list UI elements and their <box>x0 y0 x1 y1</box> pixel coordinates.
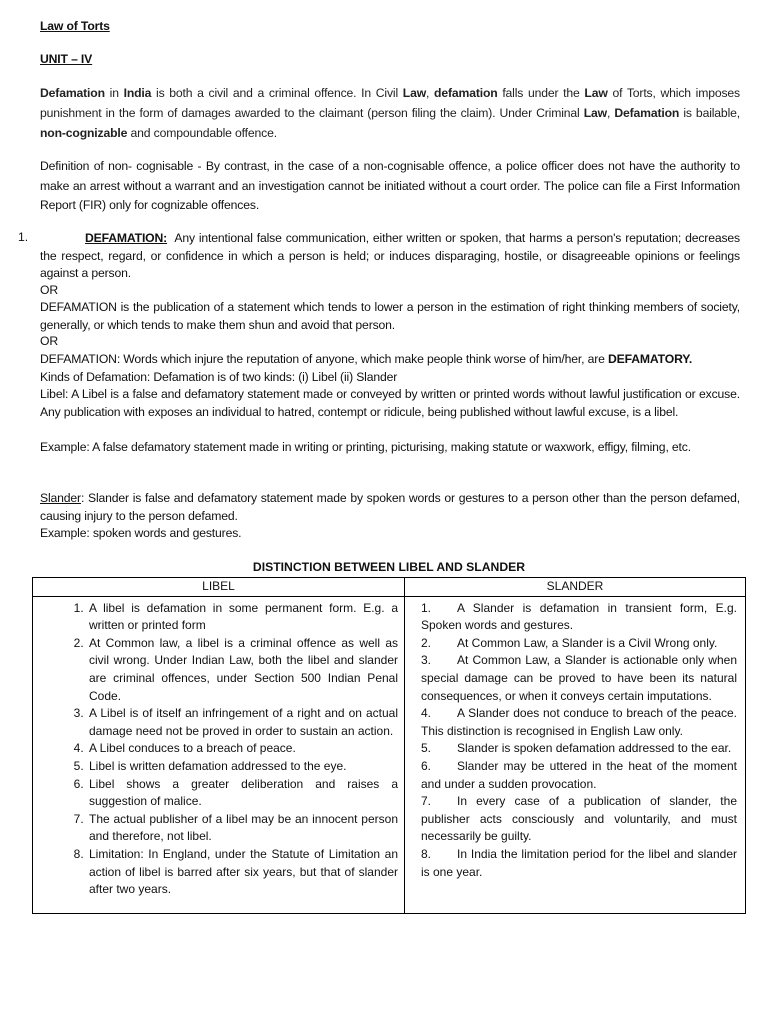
keyword: Defamation <box>614 106 680 120</box>
libel-point: 7. The actual publisher of a libel may be an innocent person and therefore, not libel. <box>87 811 398 846</box>
keyword: Law <box>583 106 607 120</box>
intro-text: falls under the <box>497 86 585 100</box>
intro-text: , <box>426 86 435 100</box>
libel-point: 4. A Libel conduces to a breach of peace. <box>87 740 398 758</box>
slander-point <box>421 705 737 740</box>
slander-point-number: 4. <box>421 706 432 721</box>
keyword: Defamation <box>40 86 105 100</box>
slander-point-number: 3. <box>421 653 432 668</box>
slander-point-text: A Slander does not conduce to breach of the peace. This distinction is recognised in English Law only. <box>421 706 737 738</box>
libel-point: 2. At Common law, a libel is a criminal offence as well as civil wrong. Under Indian Law, both the libel and slander are criminal offences, under Section 500 Indian Penal Code. <box>87 635 398 705</box>
slander-point-number: 7. <box>421 794 432 809</box>
document-title: Law of Torts <box>40 19 110 33</box>
intro-text: is bailable, <box>679 106 740 120</box>
keyword: defamation <box>434 86 498 100</box>
slander-point-text: At Common Law, a Slander is a Civil Wrong only. <box>457 635 718 650</box>
intro-text: of Torts, which imposes punishment in the form of damages awarded to the claimant (person filing the claim). Under Criminal <box>40 86 740 120</box>
libel-point: 6. Libel shows a greater deliberation and raises a suggestion of malice. <box>87 776 398 811</box>
slander-definition <box>40 490 740 525</box>
slander-point-number: 1. <box>421 600 432 615</box>
slander-term: Slander <box>40 491 81 505</box>
slander-example: Example: spoken words and gestures. <box>40 526 242 540</box>
definition-text-3: DEFAMATION: Words which injure the reputation of anyone, which make people think worse of him/her, are <box>40 352 609 366</box>
slander-point <box>421 846 737 881</box>
non-cognisable-definition: Definition of non- cognisable - By contrast, in the case of a non-cognisable offence, a police officer does not have the authority to make an arrest without a warrant and an investigation cannot be initiated without a court order. The police can file a First Information Report (FIR) only for cognizable offences. <box>40 159 740 212</box>
slander-text: : Slander is false and defamatory statement made by spoken words or gestures to a person other than the person defamed, causing injury to the person defamed. <box>40 491 740 523</box>
slander-point <box>421 793 737 846</box>
libel-point: 1. A libel is defamation in some permanent form. E.g. a written or printed form <box>87 600 398 635</box>
slander-point-number: 2. <box>421 635 432 650</box>
keyword: Law <box>584 86 608 100</box>
intro-paragraph <box>40 83 740 143</box>
distinction-table <box>32 577 746 914</box>
intro-text: and compoundable offence. <box>127 126 277 140</box>
slander-point-number: 8. <box>421 846 432 861</box>
keyword: India <box>123 86 152 100</box>
defamation-definition-1 <box>40 230 740 283</box>
column-header-libel: LIBEL <box>33 578 405 597</box>
slander-cell <box>405 596 746 913</box>
unit-heading: UNIT – IV <box>40 52 93 66</box>
intro-text: in <box>104 86 124 100</box>
definition-text-1: Any intentional false communication, either written or spoken, that harms a person's reputation; decreases the respect, regard, or confidence in which a person is held; or induces disparaging, hostile, or disagreeable opinions or feelings against a person. <box>40 231 740 280</box>
libel-point: 5. Libel is written defamation addressed to the eye. <box>87 758 398 776</box>
slander-point-text: At Common Law, a Slander is actionable only when special damage can be proved to have been its natural consequences, or when it conveys certain imputations. <box>421 653 737 703</box>
slander-point <box>421 652 737 705</box>
slander-points-list <box>421 600 737 882</box>
slander-point-text: Slander may be uttered in the heat of the moment and under a sudden provocation. <box>421 758 737 791</box>
slander-point-text: Slander is spoken defamation addressed to the ear. <box>457 741 732 756</box>
libel-point: 8. Limitation: In England, under the Statute of Limitation an action of libel is barred after six years, but that of slander after two years. <box>87 846 398 899</box>
slander-point <box>421 758 737 793</box>
section-number: 1. <box>18 230 29 244</box>
slander-point <box>421 740 737 758</box>
keyword: non-cognizable <box>40 126 128 140</box>
intro-text: is both a civil and a criminal offence. In Civil <box>151 86 403 100</box>
libel-point: 3. A Libel is of itself an infringement of a right and on actual damage need not be proved in order to sustain an action. <box>87 705 398 740</box>
defamation-definition-3 <box>40 351 740 369</box>
or-separator-2: OR <box>40 334 58 348</box>
table-title: DISTINCTION BETWEEN LIBEL AND SLANDER <box>252 560 526 574</box>
slander-point <box>421 600 737 635</box>
defamation-heading: DEFAMATION: <box>85 231 168 245</box>
or-separator-1: OR <box>40 283 58 297</box>
libel-definition: Libel: A Libel is a false and defamatory statement made or conveyed by written or printed words without lawful justification or excuse. Any publication with exposes an individual to hatred, contempt or ridicule, being published without lawful excuse, is a libel. <box>40 387 740 419</box>
slander-point-text: A Slander is defamation in transient form, E.g. Spoken words and gestures. <box>421 600 737 633</box>
libel-points-list <box>41 600 398 899</box>
slander-point-text: In India the limitation period for the libel and slander is one year. <box>421 846 737 879</box>
libel-cell <box>33 596 405 913</box>
defamation-definition-2: DEFAMATION is the publication of a statement which tends to lower a person in the estimation of right thinking members of society, generally, or which tends to make them shun and avoid that person. <box>40 300 740 332</box>
slander-point-number: 5. <box>421 741 432 756</box>
defamatory-term: DEFAMATORY. <box>608 352 693 366</box>
kinds-of-defamation: Kinds of Defamation: Defamation is of two kinds: (i) Libel (ii) Slander <box>40 370 398 384</box>
slander-point <box>421 635 737 653</box>
slander-point-number: 6. <box>421 758 432 773</box>
libel-example: Example: A false defamatory statement made in writing or printing, picturising, making statute or waxwork, effigy, filming, etc. <box>40 440 691 454</box>
column-header-slander: SLANDER <box>405 578 746 597</box>
keyword: Law <box>402 86 427 100</box>
intro-text: , <box>606 106 615 120</box>
slander-point-text: In every case of a publication of slander, the publisher acts consciously and voluntarily, and must necessarily be guilty. <box>421 794 737 844</box>
